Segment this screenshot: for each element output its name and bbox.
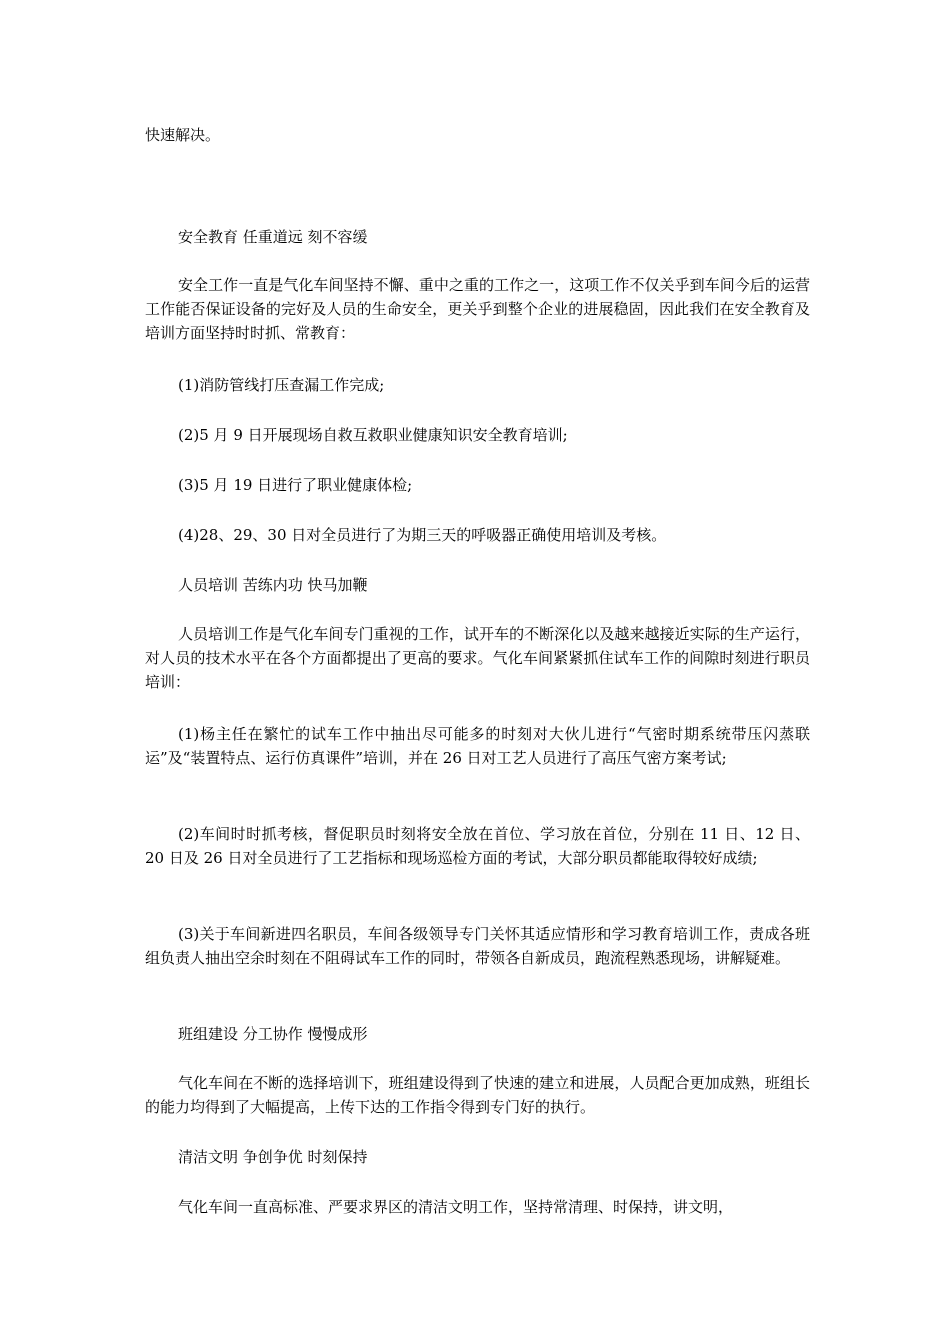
list-item-safety-2: (2)5 月 9 日开展现场自救互救职业健康知识安全教育培训; <box>178 426 568 444</box>
list-item-safety-1: (1)消防管线打压查漏工作完成; <box>178 376 385 394</box>
list-item-training-2: (2)车间时时抓考核，督促职员时刻将安全放在首位、学习放在首位，分别在 11 日、12 日、20 日及 26 日对全员进行了工艺指标和现场巡检方面的考试，大部分职员都能取得较好成绩; <box>145 825 810 867</box>
list-item-training-3: (3)关于车间新进四名职员，车间各级领导专门关怀其适应情形和学习教育培训工作，责成各班组负责人抽出空余时刻在不阻碍试车工作的同时，带领各自新成员，跑流程熟悉现场，讲解疑难。 <box>145 925 810 967</box>
paragraph-safety-intro: 安全工作一直是气化车间坚持不懈、重中之重的工作之一，这项工作不仅关乎到车间今后的运营工作能否保证设备的完好及人员的生命安全，更关乎到整个企业的进展稳固，因此我们在安全教育及培训方面坚持时时抓、常教育： <box>145 276 810 342</box>
section-heading-training: 人员培训 苦练内功 快马加鞭 <box>178 576 368 594</box>
section-heading-safety: 安全教育 任重道远 刻不容缓 <box>178 228 368 246</box>
list-item-safety-4: (4)28、29、30 日对全员进行了为期三天的呼吸器正确使用培训及考核。 <box>178 526 667 544</box>
section-heading-team: 班组建设 分工协作 慢慢成形 <box>178 1025 368 1043</box>
paragraph-cleanliness: 气化车间一直高标准、严要求界区的清洁文明工作，坚持常清理、时保持，讲文明， <box>178 1198 734 1216</box>
paragraph-team: 气化车间在不断的选择培训下，班组建设得到了快速的建立和进展，人员配合更加成熟，班组长的能力均得到了大幅提高，上传下达的工作指令得到专门好的执行。 <box>145 1074 810 1116</box>
section-heading-cleanliness: 清洁文明 争创争优 时刻保持 <box>178 1148 368 1166</box>
paragraph-training-intro: 人员培训工作是气化车间专门重视的工作，试开车的不断深化以及越来越接近实际的生产运行，对人员的技术水平在各个方面都提出了更高的要求。气化车间紧紧抓住试车工作的间隙时刻进行职员培训： <box>145 625 810 691</box>
list-item-safety-3: (3)5 月 19 日进行了职业健康体检; <box>178 476 413 494</box>
paragraph-continuation: 快速解决。 <box>145 126 221 144</box>
list-item-training-1: (1)杨主任在繁忙的试车工作中抽出尽可能多的时刻对大伙儿进行“气密时期系统带压闪蒸联运”及“装置特点、运行仿真课件”培训，并在 26 日对工艺人员进行了高压气密方案考试; <box>145 725 810 767</box>
